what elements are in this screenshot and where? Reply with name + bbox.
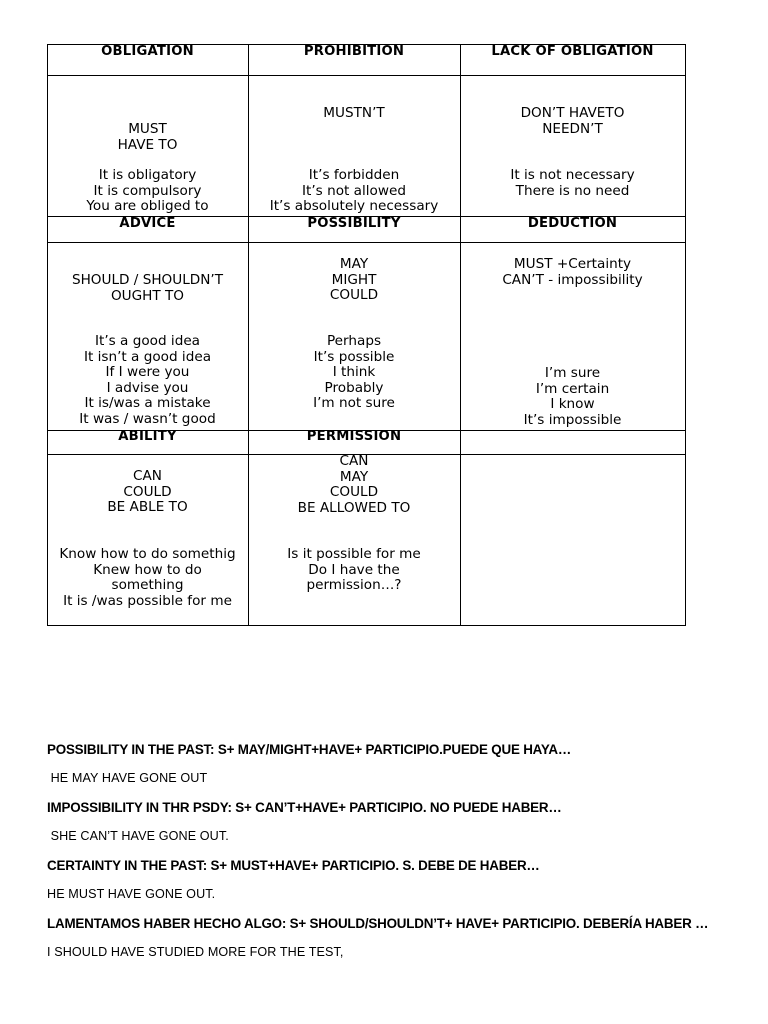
table-rule — [47, 75, 686, 76]
header-advice: ADVICE — [119, 216, 176, 231]
prohibition-phrases: It’s forbidden It’s not allowed It’s absolutely necessary — [269, 167, 439, 215]
ability-phrases: Know how to do somethig Knew how to do something It is /was possible for me — [59, 546, 236, 609]
advice-forms: SHOULD / SHOULDN’T OUGHT TO — [71, 272, 224, 304]
header-lack-of-obligation: LACK OF OBLIGATION — [491, 44, 654, 59]
header-possibility: POSSIBILITY — [307, 216, 401, 231]
example-possibility-past: HE MAY HAVE GONE OUT — [47, 771, 208, 785]
obligation-phrases: It is obligatory It is compulsory You are obliged to — [86, 167, 209, 215]
example-impossibility-past: SHE CAN’T HAVE GONE OUT. — [47, 829, 229, 843]
lack-of-obligation-phrases: It is not necessary There is no need — [510, 167, 635, 199]
table-border-right — [685, 44, 686, 626]
table-rule — [47, 242, 686, 243]
header-ability: ABILITY — [118, 429, 177, 444]
permission-phrases: Is it possible for me Do I have the permission…? — [287, 546, 421, 594]
header-obligation: OBLIGATION — [101, 44, 194, 59]
example-certainty-past: HE MUST HAVE GONE OUT. — [47, 887, 216, 901]
note-certainty-past: CERTAINTY IN THE PAST: S+ MUST+HAVE+ PARTICIPIO. S. DEBE DE HABER… — [47, 858, 540, 873]
advice-phrases: It’s a good idea It isn’t a good idea If I were you I advise you It is/was a mistake It was / wasn’t good — [79, 333, 216, 427]
table-border-bottom — [47, 625, 686, 626]
lack-of-obligation-forms: DON’T HAVETO NEEDN’T — [520, 105, 625, 137]
header-deduction: DEDUCTION — [527, 216, 618, 231]
note-regret-past: LAMENTAMOS HABER HECHO ALGO: S+ SHOULD/SHOULDN’T+ HAVE+ PARTICIPIO. DEBERÍA HABER … — [47, 916, 709, 931]
possibility-forms: MAY MIGHT COULD — [329, 256, 379, 304]
header-prohibition: PROHIBITION — [303, 44, 405, 59]
permission-forms: CAN MAY COULD BE ALLOWED TO — [297, 453, 411, 516]
past-modals-notes — [47, 742, 747, 974]
example-regret-past: I SHOULD HAVE STUDIED MORE FOR THE TEST, — [47, 945, 344, 959]
note-possibility-past: POSSIBILITY IN THE PAST: S+ MAY/MIGHT+HAVE+ PARTICIPIO.PUEDE QUE HAYA… — [47, 742, 572, 757]
header-permission: PERMISSION — [306, 429, 402, 444]
note-impossibility-past: IMPOSSIBILITY IN THR PSDY: S+ CAN’T+HAVE+ PARTICIPIO. NO PUEDE HABER… — [47, 800, 562, 815]
modal-verbs-table — [47, 44, 686, 626]
deduction-forms: MUST +Certainty CAN’T - impossibility — [502, 256, 643, 288]
deduction-phrases: I’m sure I’m certain I know It’s impossible — [523, 365, 622, 428]
possibility-phrases: Perhaps It’s possible I think Probably I’m not sure — [313, 333, 395, 412]
obligation-forms: MUST HAVE TO — [117, 121, 178, 153]
prohibition-forms: MUSTN’T — [323, 105, 385, 121]
ability-forms: CAN COULD BE ABLE TO — [107, 468, 188, 516]
